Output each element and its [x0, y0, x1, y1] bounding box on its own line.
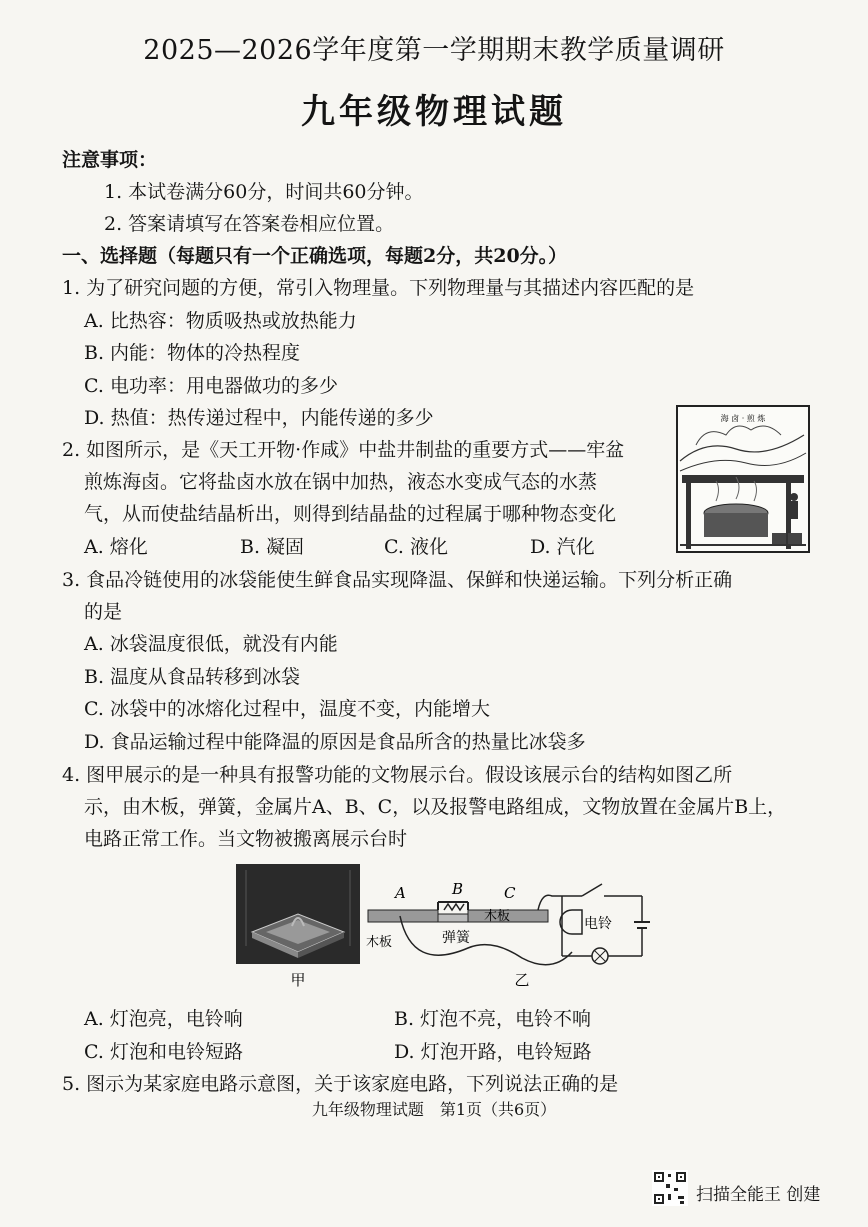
question-stem-cont: 的是: [84, 601, 123, 623]
exam-title: 九年级物理试题: [301, 92, 567, 132]
label-spring: 弹簧: [442, 930, 470, 946]
question-stem: 2. 如图所示，是《天工开物·作咸》中盐井制盐的重要方式——牢盆: [62, 439, 625, 461]
question-stem-cont: 煎炼海卤。它将盐卤水放在锅中加热，液态水变成气态的水蒸: [84, 471, 598, 493]
figure-label-yi: 乙: [514, 971, 530, 989]
notice-heading: 注意事项：: [62, 149, 158, 171]
question-stem-cont: 电路正常工作。当文物被搬离展示台时: [84, 828, 408, 850]
page-footer: 九年级物理试题 第1页（共6页）: [311, 1100, 557, 1119]
option-d: D. 汽化: [530, 536, 595, 558]
label-B: B: [452, 880, 464, 898]
figure-label-jia: 甲: [290, 971, 306, 989]
notice-item: 2. 答案请填写在答案卷相应位置。: [104, 213, 395, 235]
question-stem: 4. 图甲展示的是一种具有报警功能的文物展示台。假设该展示台的结构如图乙所: [62, 764, 733, 786]
qr-code-icon: [652, 1170, 688, 1206]
label-wood-board: 木板: [484, 909, 511, 924]
section-heading: 一、选择题（每题只有一个正确选项，每题2分，共20分。）: [62, 245, 568, 267]
option-a: A. 灯泡亮，电铃响: [84, 1008, 243, 1030]
label-wood-board: 木板: [366, 935, 393, 950]
scanner-watermark: 扫描全能王 创建: [696, 1185, 821, 1205]
option-b: B. 内能：物体的冷热程度: [84, 342, 301, 364]
alarm-display-figure: [232, 862, 662, 992]
figure-caption: 海 卤 · 煎 炼: [720, 414, 766, 423]
option-c: C. 灯泡和电铃短路: [84, 1041, 243, 1063]
question-stem-cont: 示，由木板，弹簧，金属片A、B、C，以及报警电路组成，文物放置在金属片B上，: [84, 796, 787, 818]
notice-item: 1. 本试卷满分60分，时间共60分钟。: [104, 181, 424, 203]
option-a: A. 冰袋温度很低，就没有内能: [84, 633, 338, 655]
option-c: C. 冰袋中的冰熔化过程中，温度不变，内能增大: [84, 698, 490, 720]
question-stem-cont: 气，从而使盐结晶析出，则得到结晶盐的过程属于哪种物态变化: [84, 503, 617, 525]
option-b: B. 灯泡不亮，电铃不响: [394, 1008, 592, 1030]
option-a: A. 比热容：物质吸热或放热能力: [84, 310, 357, 332]
option-d: D. 食品运输过程中能降温的原因是食品所含的热量比冰袋多: [84, 731, 586, 753]
option-d: D. 灯泡开路，电铃短路: [394, 1041, 592, 1063]
label-A: A: [395, 884, 406, 902]
option-d: D. 热值：热传递过程中，内能传递的多少: [84, 407, 434, 429]
question-stem: 3. 食品冷链使用的冰袋能使生鲜食品实现降温、保鲜和快递运输。下列分析正确: [62, 569, 733, 591]
label-C: C: [504, 884, 516, 902]
option-b: B. 凝固: [240, 536, 305, 558]
exam-header: 2025—2026学年度第一学期期末教学质量调研: [143, 35, 725, 66]
option-b: B. 温度从食品转移到冰袋: [84, 666, 301, 688]
option-c: C. 电功率：用电器做功的多少: [84, 375, 338, 397]
label-bell: 电铃: [584, 916, 612, 932]
question-stem: 5. 图示为某家庭电路示意图，关于该家庭电路，下列说法正确的是: [62, 1073, 619, 1095]
option-a: A. 熔化: [84, 536, 148, 558]
question-stem: 1. 为了研究问题的方便，常引入物理量。下列物理量与其描述内容匹配的是: [62, 277, 695, 299]
salt-boiling-illustration: [676, 405, 810, 553]
option-c: C. 液化: [384, 536, 448, 558]
